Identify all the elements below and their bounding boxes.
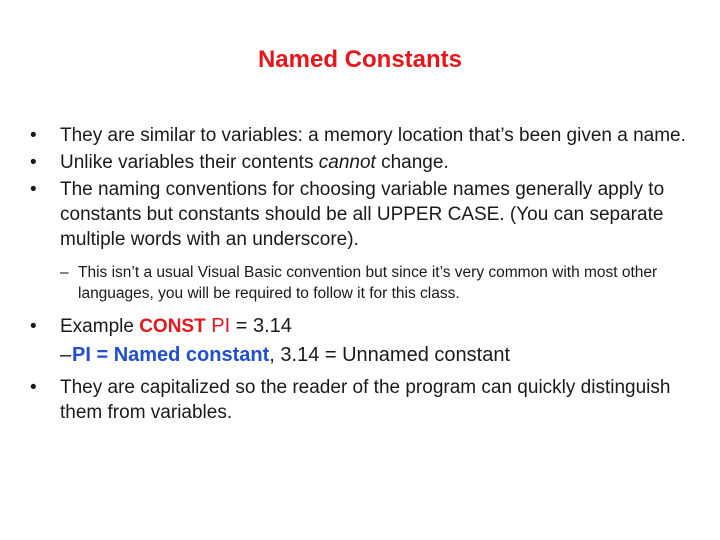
emphasis-cannot: cannot bbox=[318, 152, 376, 173]
bullet-example bbox=[30, 314, 690, 339]
bullet-text: They are similar to variables: a memory location that’s been given a name. bbox=[60, 125, 686, 146]
bullet-marker: • bbox=[30, 152, 37, 173]
bullet-text: They are capitalized so the reader of the program can quickly distinguish them from variables. bbox=[60, 377, 671, 423]
keyword-const: CONST bbox=[139, 316, 206, 337]
constant-value: = 3.14 bbox=[230, 315, 292, 337]
sub-bullet-named-constant bbox=[30, 341, 690, 369]
constant-name-pi: PI bbox=[205, 315, 231, 337]
bullet-similar-to-variables bbox=[30, 123, 690, 148]
sub-bullet-marker: – bbox=[60, 344, 72, 366]
bullet-marker: • bbox=[30, 125, 37, 146]
named-constant-label: PI = Named constant bbox=[72, 344, 270, 366]
bullet-marker: • bbox=[30, 179, 37, 200]
bullet-capitalized bbox=[30, 375, 690, 425]
sub-bullet-text: This isn’t a usual Visual Basic convention but since it’s very common with most other languages, you will be required to follow it for this class. bbox=[78, 264, 658, 302]
slide-title: Named Constants bbox=[257, 46, 463, 73]
bullet-text-end: change. bbox=[375, 152, 449, 173]
sub-bullet-marker: – bbox=[60, 264, 69, 281]
bullet-text: Example bbox=[60, 316, 140, 337]
slide-body bbox=[30, 123, 690, 427]
bullet-text: Unlike variables their contents bbox=[60, 152, 319, 173]
bullet-naming-conventions bbox=[30, 177, 690, 252]
bullet-text: The naming conventions for choosing variable names generally apply to constants but constants should be all UPPER CASE. (You can separate multiple words with an underscore). bbox=[60, 179, 665, 250]
unnamed-constant-text: , 3.14 = Unnamed constant bbox=[269, 344, 510, 366]
sub-bullet-vb-convention bbox=[30, 262, 690, 304]
bullet-marker: • bbox=[30, 316, 37, 337]
bullet-marker: • bbox=[30, 377, 37, 398]
bullet-cannot-change bbox=[30, 150, 690, 175]
